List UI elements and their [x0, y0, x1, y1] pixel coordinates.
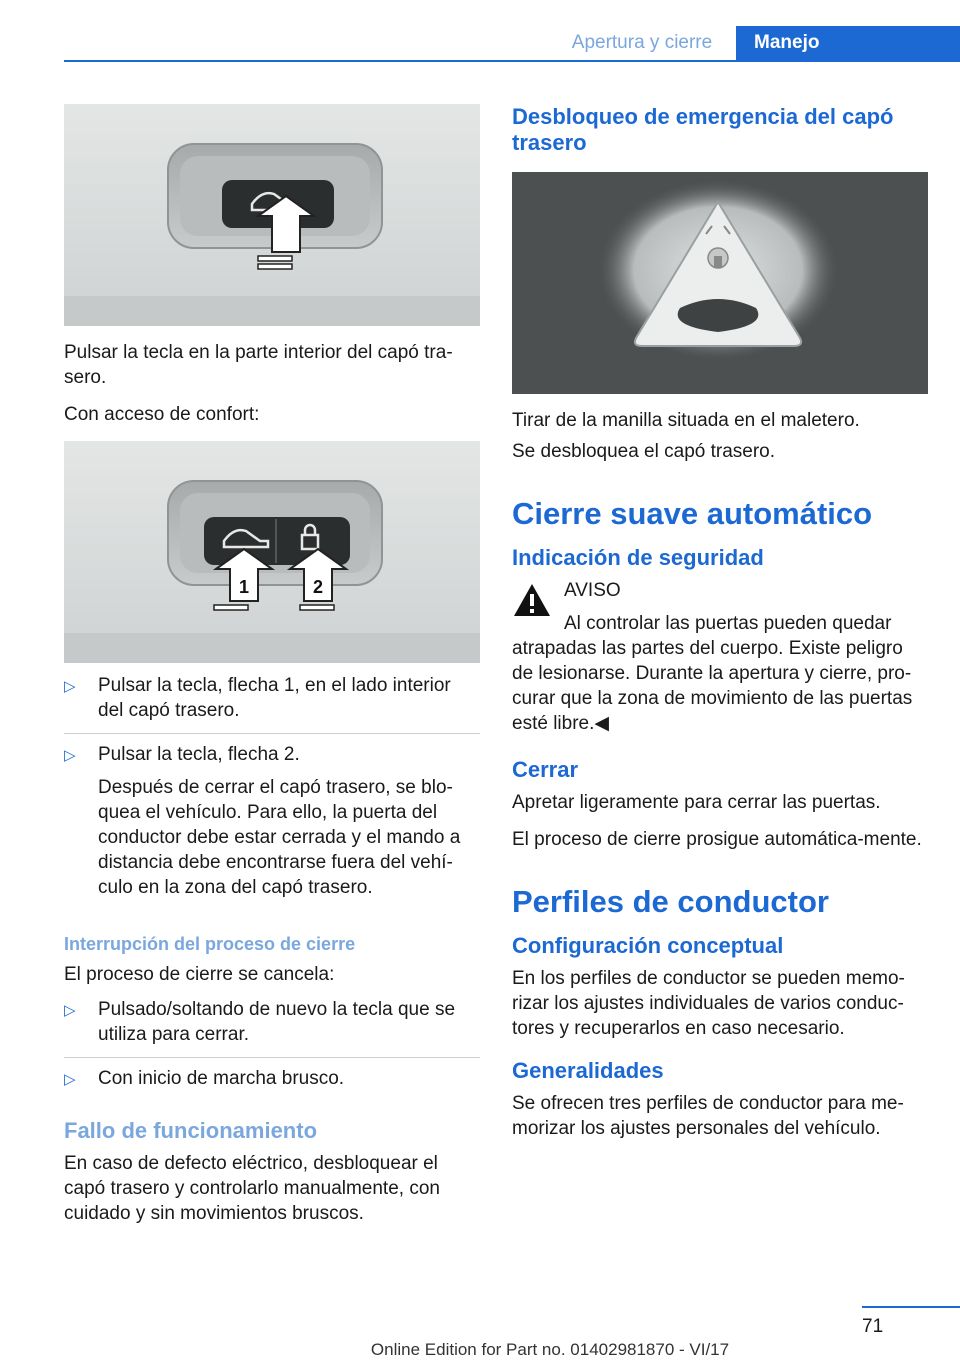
close-text-1: Apretar ligeramente para cerrar las puertas. [512, 792, 881, 813]
triangle-bullet-icon: ▷ [64, 747, 76, 764]
list-item-continuation: Después de cerrar el capó trasero, se blo-quea el vehículo. Para ello, la puerta del conductor debe estar cerrada y el mando a distancia debe encontrarse fuera del vehí-culo en la zona del capó trasero. [98, 777, 461, 898]
triangle-bullet-icon: ▷ [64, 1002, 76, 1019]
figure-caption: Pulsar la tecla en la parte interior del capó tra-sero. [64, 342, 453, 388]
list-item-text: Pulsar la tecla, flecha 2. [98, 744, 300, 765]
left-column [64, 104, 480, 1226]
list-item [64, 1066, 480, 1101]
arrow-1-label: 1 [238, 577, 250, 597]
comfort-steps-list [64, 673, 480, 910]
edition-footer: Online Edition for Part no. 01402981870 - VI/17 [370, 1340, 730, 1359]
emergency-handle-figure [512, 172, 928, 394]
list-item [64, 673, 480, 734]
warning-triangle-icon [512, 582, 552, 618]
close-text-2: El proceso de cierre prosigue automática-mente. [512, 829, 922, 850]
page-number: 71 [862, 1316, 884, 1337]
safety-heading: Indicación de seguridad [512, 545, 764, 570]
list-item [64, 997, 480, 1058]
list-item [64, 742, 480, 910]
header-chapter-tab: Manejo [736, 26, 960, 60]
comfort-access-label: Con acceso de confort: [64, 404, 260, 425]
list-item-text: Con inicio de marcha brusco. [98, 1068, 345, 1089]
warning-box [512, 578, 928, 736]
warning-body: Al controlar las puertas pueden quedar atrapadas las partes del cuerpo. Existe peligro de lesionarse. Durante la apertura y cierre, pro-curar que la zona de movimiento de las puertas esté libre.◀ [512, 613, 913, 734]
triangle-bullet-icon: ▷ [64, 678, 76, 695]
general-heading: Generalidades [512, 1058, 664, 1083]
emergency-unlock-heading: Desbloqueo de emergencia del capó trasero [512, 104, 894, 155]
footer-rule [862, 1306, 960, 1308]
page-header [0, 0, 960, 62]
interrupt-text: El proceso de cierre se cancela: [64, 964, 335, 985]
close-heading: Cerrar [512, 757, 579, 782]
soft-close-title: Cierre suave automático [512, 496, 873, 531]
interrupt-heading: Interrupción del proceso de cierre [64, 934, 356, 954]
arrow-2-label: 2 [312, 577, 324, 597]
list-item-text: Pulsado/soltando de nuevo la tecla que se utiliza para cerrar. [98, 999, 456, 1045]
header-section-label: Apertura y cierre [571, 32, 713, 53]
failure-text: En caso de defecto eléctrico, desbloquear el capó trasero y controlarlo manualmente, con cuidado y sin movimientos bruscos. [64, 1153, 440, 1224]
driver-profiles-title: Perfiles de conductor [512, 884, 829, 919]
list-item-text: Pulsar la tecla, flecha 1, en el lado interior del capó trasero. [98, 675, 451, 721]
failure-heading: Fallo de funcionamiento [64, 1118, 318, 1143]
general-text: Se ofrecen tres perfiles de conductor para me-morizar los ajustes personales del vehículo. [512, 1093, 904, 1139]
triangle-bullet-icon: ▷ [64, 1071, 76, 1088]
right-column [512, 104, 928, 1141]
pull-handle-text: Tirar de la manilla situada en el maletero. [512, 410, 860, 431]
concept-text: En los perfiles de conductor se pueden memo-rizar los ajustes individuales de varios conduc-tores y recuperarlos en caso necesario. [512, 968, 905, 1039]
tailgate-button-figure [64, 104, 480, 326]
concept-heading: Configuración conceptual [512, 933, 784, 958]
interrupt-list [64, 997, 480, 1101]
warning-title: AVISO [564, 580, 621, 601]
comfort-access-buttons-figure [64, 441, 480, 663]
unlock-result-text: Se desbloquea el capó trasero. [512, 441, 776, 462]
header-rule [64, 60, 960, 62]
